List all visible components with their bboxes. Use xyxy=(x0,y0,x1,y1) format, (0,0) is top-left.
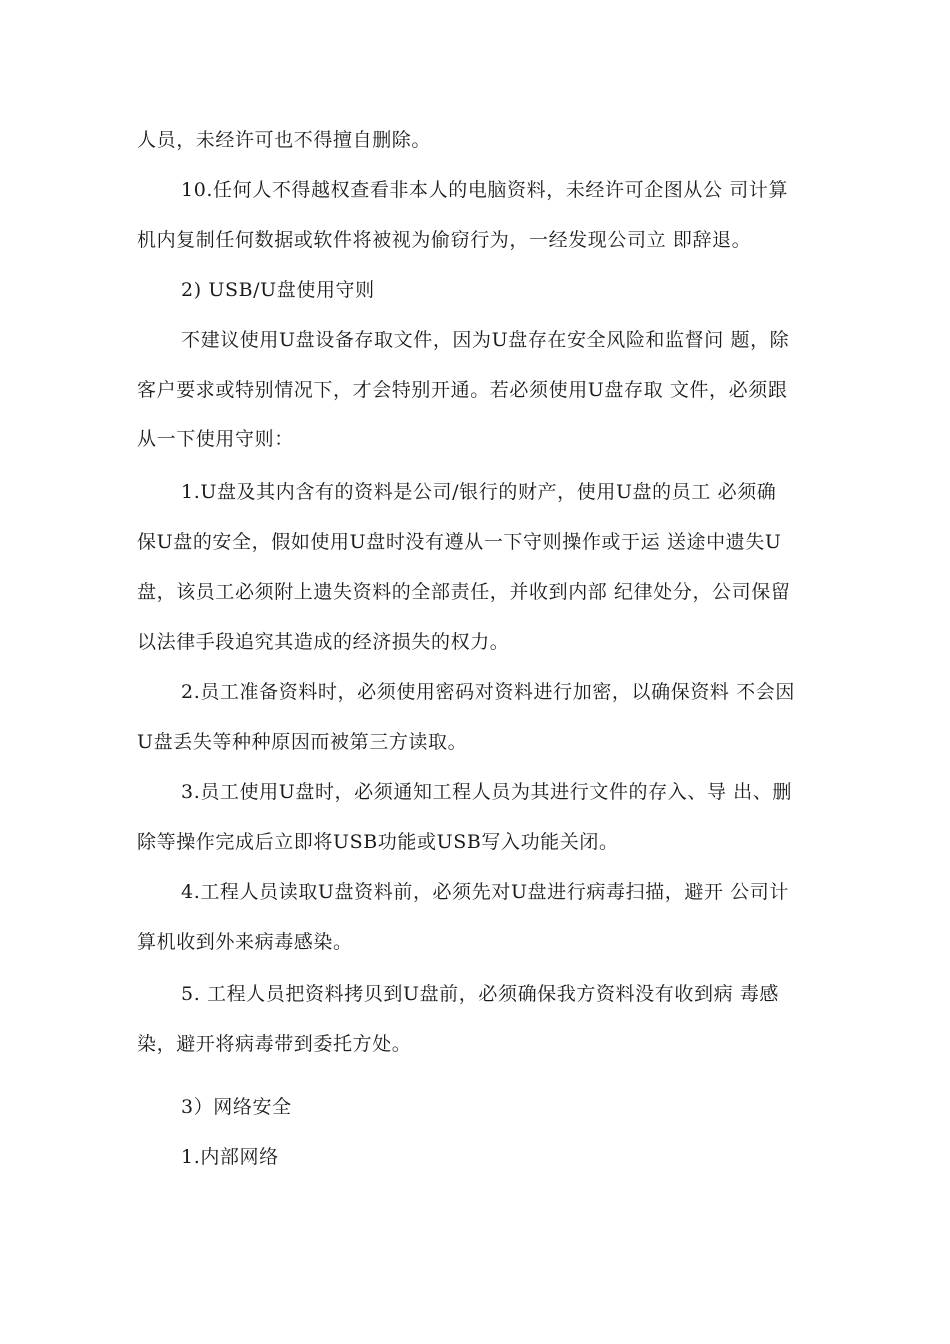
usb-intro-line-1: 不建议使用U盘设备存取文件，因为U盘存在安全风险和监督问 题，除 xyxy=(181,329,790,351)
usb-intro-line-2: 客户要求或特别情况下，才会特别开通。若必须使用U盘存取 文件，必须跟 xyxy=(137,379,788,401)
usb-rule-1-line-3: 盘，该员工必须附上遗失资料的全部责任，并收到内部 纪律处分，公司保留 xyxy=(137,581,791,603)
usb-rule-3-line-2: 除等操作完成后立即将USB功能或USB写入功能关闭。 xyxy=(137,831,619,853)
usb-rule-4-line-1: 4.工程人员读取U盘资料前，必须先对U盘进行病毒扫描，避开 公司计 xyxy=(181,881,789,903)
usb-rule-2-line-1: 2.员工准备资料时，必须使用密码对资料进行加密，以确保资料 不会因 xyxy=(181,681,795,703)
usb-rule-5-line-2: 染，避开将病毒带到委托方处。 xyxy=(137,1033,412,1055)
usb-rule-3-line-1: 3.员工使用U盘时，必须通知工程人员为其进行文件的存入、导 出、删 xyxy=(181,781,792,803)
usb-rule-1-line-1: 1.U盘及其内含有的资料是公司/银行的财产，使用U盘的员工 必须确 xyxy=(181,481,777,503)
network-item-1: 1.内部网络 xyxy=(181,1146,279,1168)
usb-rule-1-line-2: 保U盘的安全，假如使用U盘时没有遵从一下守则操作或于运 送途中遗失U xyxy=(137,531,782,553)
usb-rule-5-line-1: 5. 工程人员把资料拷贝到U盘前，必须确保我方资料没有收到病 毒感 xyxy=(181,983,780,1005)
text-line-1: 人员，未经许可也不得擅自删除。 xyxy=(137,129,432,151)
section-heading-network: 3）网络安全 xyxy=(181,1096,292,1118)
rule-10-line-2: 机内复制任何数据或软件将被视为偷窃行为，一经发现公司立 即辞退。 xyxy=(137,229,752,251)
usb-intro-line-3: 从一下使用守则： xyxy=(137,428,294,450)
usb-rule-4-line-2: 算机收到外来病毒感染。 xyxy=(137,931,353,953)
rule-10-line-1: 10.任何人不得越权查看非本人的电脑资料，未经许可企图从公 司计算 xyxy=(181,179,789,201)
usb-rule-1-line-4: 以法律手段追究其造成的经济损失的权力。 xyxy=(137,631,510,653)
section-heading-usb: 2) USB/U盘使用守则 xyxy=(181,279,375,301)
usb-rule-2-line-2: U盘丢失等种种原因而被第三方读取。 xyxy=(137,731,468,753)
